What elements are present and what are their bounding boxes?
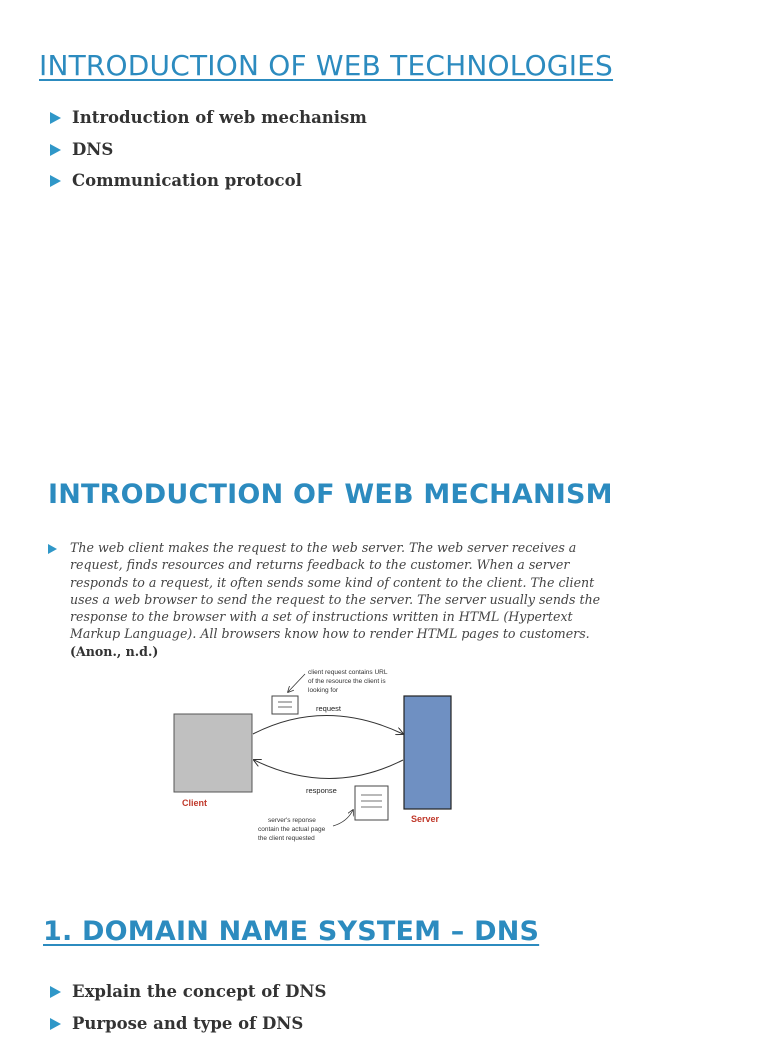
note-top-line: client request contains URL [308, 669, 388, 676]
server-label: Server [411, 814, 440, 824]
list-item-label: DNS [72, 140, 113, 159]
triangle-bullet-icon [48, 544, 57, 554]
triangle-bullet-icon [50, 144, 61, 156]
list-item-label: Communication protocol [72, 171, 302, 190]
triangle-bullet-icon [50, 175, 61, 187]
list-item [46, 108, 367, 140]
page-title: INTRODUCTION OF WEB TECHNOLOGIES [39, 52, 613, 80]
body-paragraph [70, 539, 605, 660]
note-bottom-line: server's reponse [268, 817, 316, 824]
request-document-icon [272, 696, 298, 714]
client-box [174, 714, 252, 792]
paragraph-text: The web client makes the request to the web server. The web server receives a request, finds resources and returns feedback to the customer. When a server responds to a request, it often sends some kind of content to the client. The client uses a web browser to send the request to the server. The server usually sends the response to the browser with a set of instructions written in HTML (Hypertext Markup Language). All browsers know how to render HTML pages to customers. [70, 540, 600, 641]
section-heading: 1. DOMAIN NAME SYSTEM – DNS [43, 918, 539, 945]
list-item-label: Purpose and type of DNS [72, 1014, 303, 1033]
citation: (Anon., n.d.) [70, 644, 158, 659]
client-server-diagram [165, 662, 465, 848]
list-item [46, 140, 367, 172]
response-document-icon [355, 786, 388, 820]
note-top-line: of the resource the client is [308, 678, 386, 685]
note-top-line: looking for [308, 687, 339, 694]
response-label: response [306, 786, 337, 795]
server-box [404, 696, 451, 809]
topic-list [46, 982, 326, 1045]
list-item [46, 1014, 326, 1045]
note-bottom-line: the client requested [258, 835, 315, 842]
request-label: request [316, 704, 342, 713]
triangle-bullet-icon [50, 986, 61, 998]
request-arrow [253, 716, 403, 735]
triangle-bullet-icon [50, 112, 61, 124]
note-bottom-line: contain the actual page [258, 826, 326, 833]
client-label: Client [182, 798, 207, 808]
list-item [46, 171, 367, 203]
list-item [46, 982, 326, 1014]
section-heading: INTRODUCTION OF WEB MECHANISM [48, 481, 613, 508]
topic-list [46, 108, 367, 203]
list-item-label: Explain the concept of DNS [72, 982, 326, 1001]
response-arrow [254, 760, 403, 779]
list-item-label: Introduction of web mechanism [72, 108, 367, 127]
